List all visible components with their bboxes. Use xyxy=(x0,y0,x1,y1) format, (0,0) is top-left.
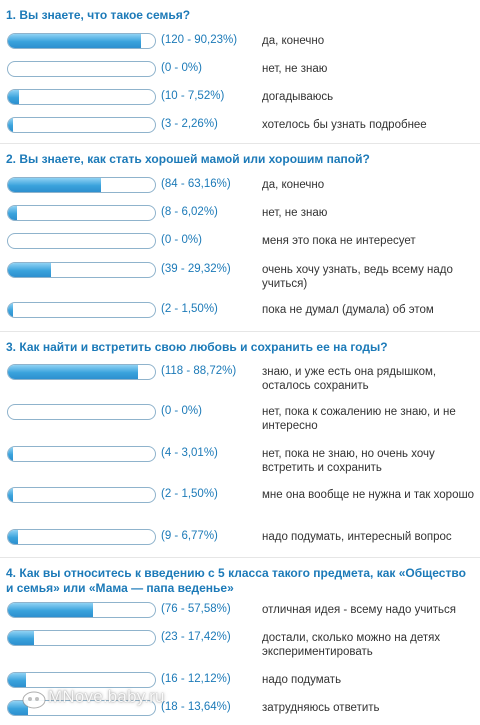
vote-count: (120 - 90,23%) xyxy=(161,34,238,46)
answer-label: нет, пока к сожалению не знаю, и не интересно xyxy=(262,406,456,432)
answer-label: нет, пока не знаю, но очень хочу встретить и сохранить xyxy=(262,448,435,474)
result-bar-fill xyxy=(8,90,19,104)
vote-count: (76 - 57,58%) xyxy=(161,603,231,615)
answer-row xyxy=(0,302,480,322)
vote-count: (0 - 0%) xyxy=(161,405,202,417)
answer-row xyxy=(0,233,480,253)
answer-label: надо подумать xyxy=(262,674,342,686)
result-bar-fill xyxy=(8,118,13,132)
answer-row xyxy=(0,89,480,109)
result-bar-fill xyxy=(8,488,13,502)
answer-label: знаю, и уже есть она рядышком, осталось сохранить xyxy=(262,366,437,392)
answer-label: отличная идея - всему надо учиться xyxy=(262,604,456,616)
answer-label: меня это пока не интересует xyxy=(262,235,416,247)
vote-count: (23 - 17,42%) xyxy=(161,631,231,643)
vote-count: (16 - 12,12%) xyxy=(161,673,231,685)
answer-label: достали, сколько можно на детях экспериментировать xyxy=(262,632,441,658)
answer-row xyxy=(0,446,480,474)
question-title: 4. Как вы относитесь к введению с 5 класса такого предмета, как «Общество и семья» или «Мама — папа веденье» xyxy=(6,566,466,595)
vote-count: (2 - 1,50%) xyxy=(161,488,218,500)
result-bar xyxy=(7,487,156,503)
answer-row xyxy=(0,33,480,53)
answer-label: пока не думал (думала) об этом xyxy=(262,304,434,316)
answer-label: хотелось бы узнать подробнее xyxy=(262,119,427,131)
answer-row xyxy=(0,602,480,622)
result-bar-fill xyxy=(8,530,18,544)
result-bar-fill xyxy=(8,365,138,379)
result-bar xyxy=(7,177,156,193)
vote-count: (4 - 3,01%) xyxy=(161,447,218,459)
answer-label: догадываюсь xyxy=(262,91,334,103)
question-title: 2. Вы знаете, как стать хорошей мамой или хорошим папой? xyxy=(6,152,370,166)
answer-label: нет, не знаю xyxy=(262,207,328,219)
answer-row xyxy=(0,364,480,392)
question-title: 3. Как найти и встретить свою любовь и сохранить ее на годы? xyxy=(6,340,388,354)
vote-count: (9 - 6,77%) xyxy=(161,530,218,542)
result-bar xyxy=(7,61,156,77)
answer-label: затрудняюсь ответить xyxy=(262,702,380,714)
watermark xyxy=(0,683,480,725)
answer-label: да, конечно xyxy=(262,35,325,47)
answer-row xyxy=(0,487,480,507)
watermark-logo-icon xyxy=(22,690,46,710)
result-bar xyxy=(7,205,156,221)
vote-count: (8 - 6,02%) xyxy=(161,206,218,218)
answer-row xyxy=(0,61,480,81)
result-bar-fill xyxy=(8,447,13,461)
section-divider xyxy=(0,331,480,332)
vote-count: (10 - 7,52%) xyxy=(161,90,225,102)
section-divider xyxy=(0,143,480,144)
answer-row xyxy=(0,262,480,290)
result-bar-fill xyxy=(8,631,34,645)
answer-row xyxy=(0,117,480,137)
vote-count: (2 - 1,50%) xyxy=(161,303,218,315)
vote-count: (39 - 29,32%) xyxy=(161,263,231,275)
result-bar-fill xyxy=(8,34,141,48)
vote-count: (18 - 13,64%) xyxy=(161,701,231,713)
vote-count: (0 - 0%) xyxy=(161,234,202,246)
result-bar xyxy=(7,117,156,133)
answer-row xyxy=(0,404,480,432)
answer-label: очень хочу узнать, ведь всему надо учиться) xyxy=(262,264,453,290)
result-bar xyxy=(7,364,156,380)
vote-count: (118 - 88,72%) xyxy=(161,365,237,377)
result-bar-fill xyxy=(8,178,101,192)
vote-count: (84 - 63,16%) xyxy=(161,178,231,190)
answer-label: нет, не знаю xyxy=(262,63,328,75)
result-bar-fill xyxy=(8,206,17,220)
watermark-text: MNove.baby.ru xyxy=(48,687,165,706)
result-bar xyxy=(7,89,156,105)
result-bar xyxy=(7,404,156,420)
answer-row xyxy=(0,630,480,658)
answer-row xyxy=(0,205,480,225)
section-divider xyxy=(0,557,480,558)
question-title: 1. Вы знаете, что такое семья? xyxy=(6,8,191,22)
result-bar-fill xyxy=(8,603,93,617)
result-bar xyxy=(7,233,156,249)
result-bar-fill xyxy=(8,303,13,317)
answer-label: мне она вообще не нужна и так хорошо xyxy=(262,489,475,501)
result-bar xyxy=(7,602,156,618)
result-bar xyxy=(7,302,156,318)
answer-row xyxy=(0,529,480,549)
vote-count: (3 - 2,26%) xyxy=(161,118,218,130)
result-bar xyxy=(7,262,156,278)
answer-label: надо подумать, интересный вопрос xyxy=(262,531,452,543)
result-bar xyxy=(7,529,156,545)
answer-row xyxy=(0,177,480,197)
result-bar xyxy=(7,446,156,462)
answer-label: да, конечно xyxy=(262,179,325,191)
result-bar xyxy=(7,33,156,49)
result-bar xyxy=(7,630,156,646)
result-bar-fill xyxy=(8,263,51,277)
vote-count: (0 - 0%) xyxy=(161,62,202,74)
